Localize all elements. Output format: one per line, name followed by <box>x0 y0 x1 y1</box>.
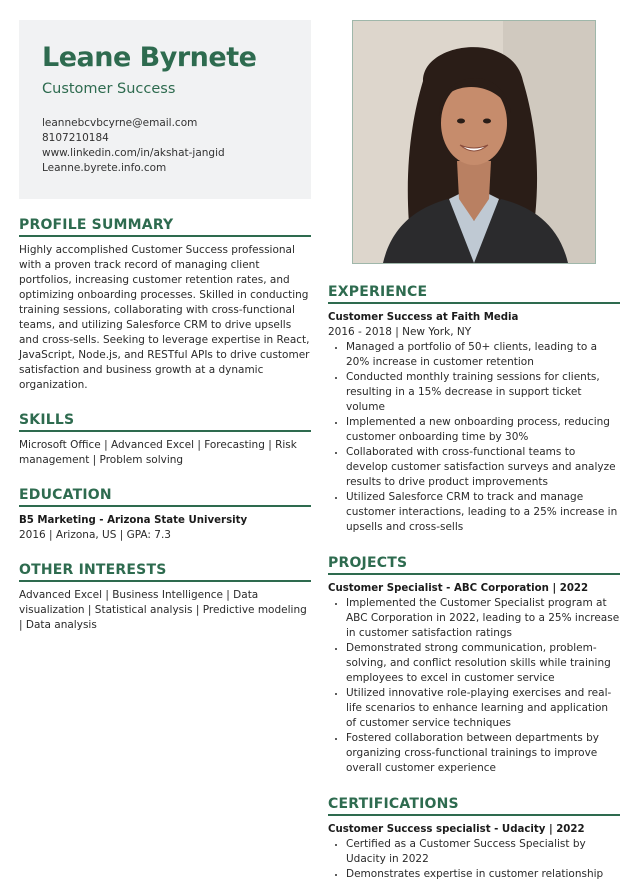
website-link[interactable]: Leanne.byrete.info.com <box>42 162 167 174</box>
profile-text: Highly accomplished Customer Success professional with a proven track record of managing client portfolios, increasing customer retention rates, and optimizing onboarding processes. Skilled in conducting training sessions, collaborating with cross-functional teams, and utilizing Salesforce CRM to drive upsells and cross-sells. Seeking to leverage expertise in React, JavaScript, Node.js, and RESTful APIs to drive customer satisfaction and business growth at a dynamic organization. <box>19 244 310 391</box>
experience-title: Customer Success at Faith Media <box>328 312 519 323</box>
linkedin-link[interactable]: www.linkedin.com/in/akshat-jangid <box>42 147 225 159</box>
skills-text: Microsoft Office | Advanced Excel | Forecasting | Risk management | Problem solving <box>19 439 297 466</box>
candidate-role: Customer Success <box>42 81 176 97</box>
list-item: • Collaborated with cross-functional teams to develop customer satisfaction surveys and analyze results to drive product improvements <box>346 445 620 490</box>
email-text: leannebcvbcyrne@email.com <box>42 117 198 129</box>
interests-text: Advanced Excel | Business Intelligence | Data visualization | Statistical analysis | Predictive modeling | Data analysis <box>19 589 307 631</box>
portrait-icon <box>353 21 595 263</box>
certifications-title: Customer Success specialist - Udacity | 2022 <box>328 824 585 835</box>
list-item: • Conducted monthly training sessions for clients, resulting in a 15% decrease in support ticket volume <box>346 370 620 415</box>
left-column <box>19 20 311 633</box>
skills-section <box>19 412 311 468</box>
projects-bullets <box>328 596 620 776</box>
profile-section <box>19 217 311 393</box>
experience-section <box>328 284 620 535</box>
experience-meta: 2016 - 2018 | New York, NY <box>328 326 472 338</box>
projects-heading: PROJECTS <box>328 555 620 575</box>
education-title: B5 Marketing - Arizona State University <box>19 515 248 526</box>
interests-section <box>19 562 311 633</box>
experience-bullets <box>328 340 620 535</box>
contact-block <box>42 116 289 176</box>
projects-title: Customer Specialist - ABC Corporation | 2022 <box>328 583 589 594</box>
certifications-heading: CERTIFICATIONS <box>328 796 620 816</box>
profile-photo <box>352 20 596 264</box>
list-item: • Utilized innovative role-playing exercises and real-life scenarios to enhance learning and application of customer service techniques <box>346 686 620 731</box>
profile-heading: PROFILE SUMMARY <box>19 217 311 237</box>
experience-heading: EXPERIENCE <box>328 284 620 304</box>
education-details: 2016 | Arizona, US | GPA: 7.3 <box>19 529 171 541</box>
list-item: • Managed a portfolio of 50+ clients, leading to a 20% increase in customer retention <box>346 340 620 370</box>
education-section <box>19 487 311 543</box>
education-heading: EDUCATION <box>19 487 311 507</box>
list-item: • Demonstrates expertise in customer relationship <box>346 867 620 882</box>
candidate-name: Leane Byrnete <box>42 42 257 73</box>
certifications-bullets <box>328 837 620 882</box>
list-item: • Demonstrated strong communication, problem-solving, and conflict resolution skills while training employees to excel in customer service <box>346 641 620 686</box>
skills-heading: SKILLS <box>19 412 311 432</box>
phone-text: 8107210184 <box>42 132 109 144</box>
right-column <box>328 284 620 882</box>
list-item: • Implemented the Customer Specialist program at ABC Corporation in 2022, leading to a 25% increase in customer satisfaction ratings <box>346 596 620 641</box>
list-item: • Utilized Salesforce CRM to track and manage customer interactions, leading to a 25% increase in upsells and cross-sells <box>346 490 620 535</box>
projects-section <box>328 555 620 776</box>
header-box <box>19 20 311 199</box>
certifications-section <box>328 796 620 882</box>
list-item: • Certified as a Customer Success Specialist by Udacity in 2022 <box>346 837 620 867</box>
list-item: • Fostered collaboration between departments by organizing cross-functional trainings to improve overall customer experience <box>346 731 620 776</box>
list-item: • Implemented a new onboarding process, reducing customer onboarding time by 30% <box>346 415 620 445</box>
interests-heading: OTHER INTERESTS <box>19 562 311 582</box>
